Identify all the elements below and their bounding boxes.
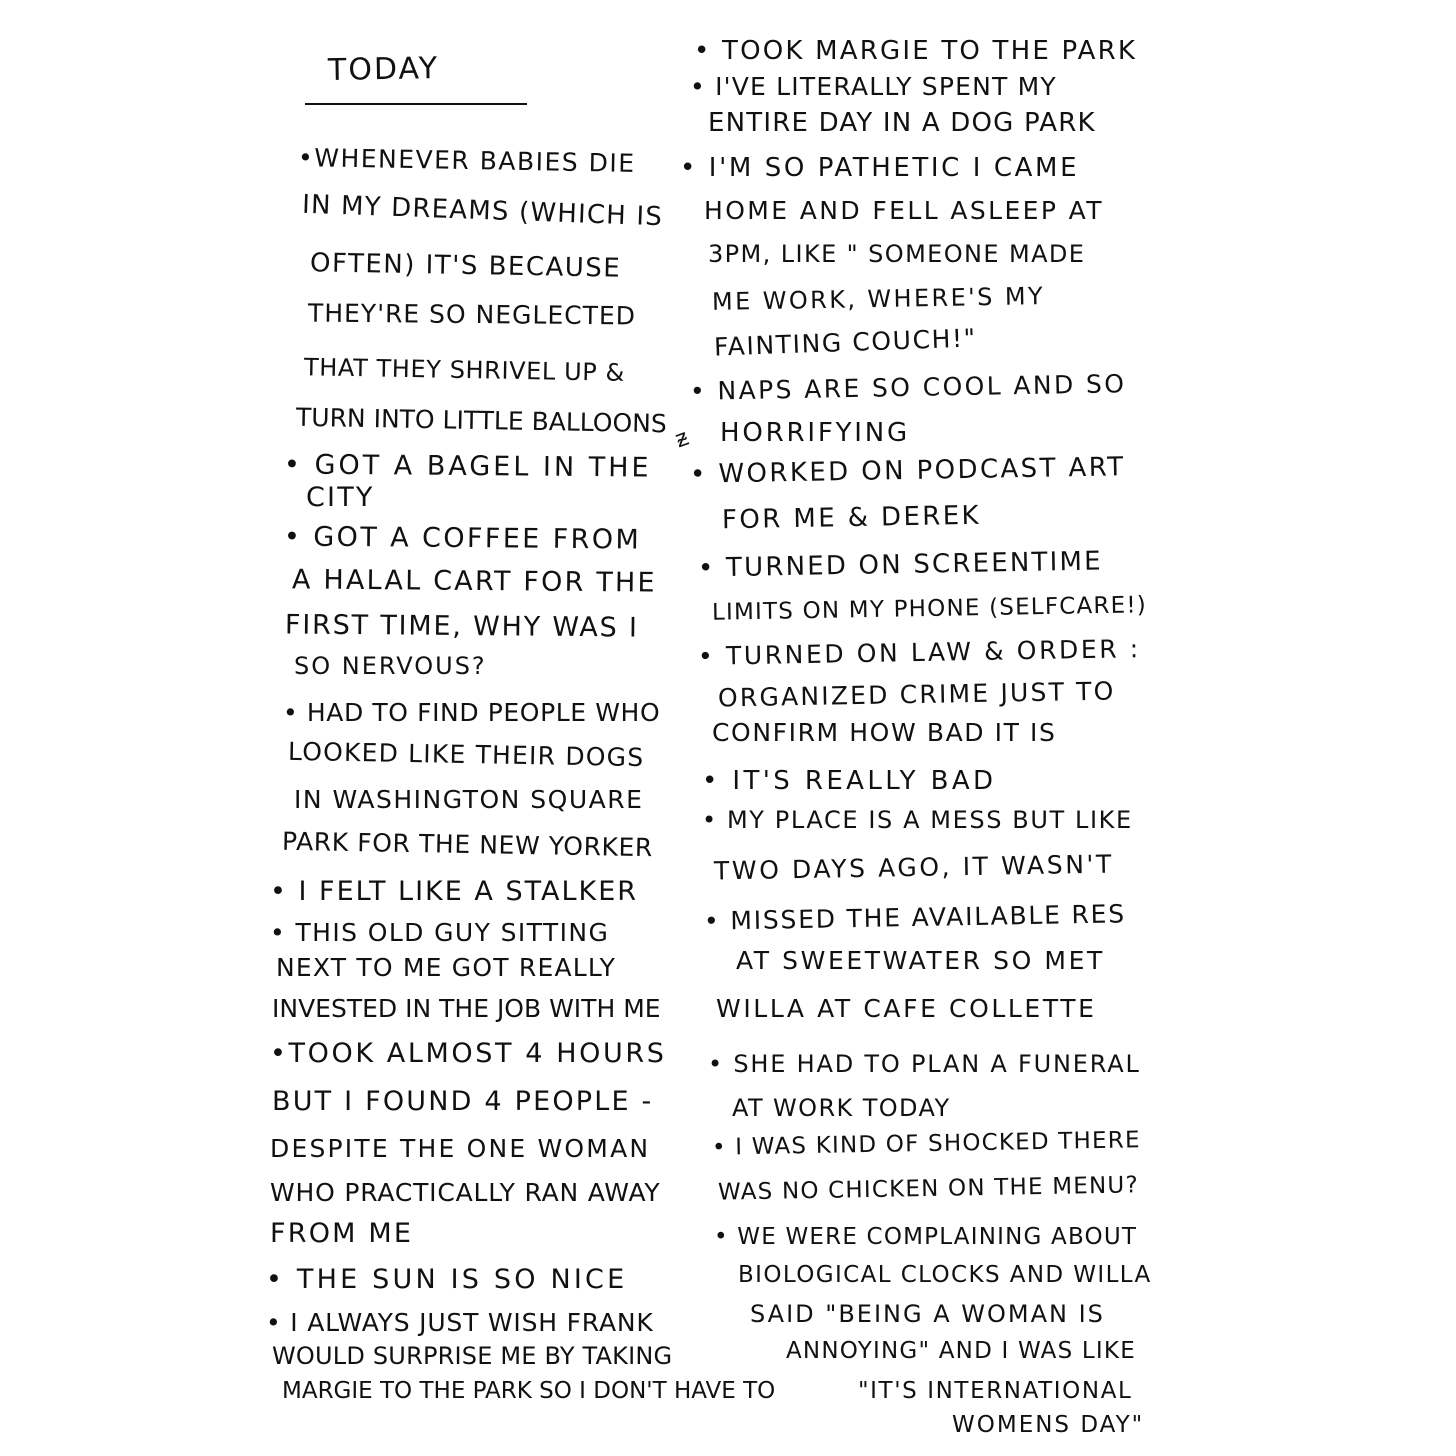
note-line: • I ALWAYS JUST WISH FRANK: [266, 1308, 654, 1337]
margin-scribble: ᵶ: [671, 422, 693, 454]
note-line: IN MY DREAMS (WHICH IS: [301, 189, 664, 233]
note-line: A HALAL CART FOR THE: [291, 564, 657, 599]
note-line: HOME AND FELL ASLEEP AT: [704, 196, 1104, 225]
note-line: FAINTING COUCH!": [713, 323, 978, 362]
note-line: • I FELT LIKE A STALKER: [270, 876, 639, 907]
title-underline: [305, 103, 527, 105]
note-line: LOOKED LIKE THEIR DOGS: [287, 736, 645, 773]
note-line: ANNOYING" AND I WAS LIKE: [786, 1338, 1136, 1364]
note-line: CITY: [306, 482, 375, 513]
note-line: HORRIFYING: [720, 418, 910, 448]
note-line: PARK FOR THE NEW YORKER: [281, 826, 654, 863]
note-line: AT SWEETWATER SO MET: [736, 946, 1105, 975]
note-line: • I'VE LITERALLY SPENT MY: [690, 72, 1057, 101]
note-line: "IT'S INTERNATIONAL: [858, 1378, 1133, 1404]
note-line: • WORKED ON PODCAST ART: [689, 452, 1126, 490]
note-line: TURN INTO LITTLE BALLOONS: [295, 402, 668, 439]
note-line: IN WASHINGTON SQUARE: [294, 785, 644, 814]
note-line: FROM ME: [270, 1218, 414, 1249]
note-line: • THIS OLD GUY SITTING: [270, 918, 610, 947]
note-line: 3PM, LIKE " SOMEONE MADE: [708, 240, 1086, 268]
note-line: • IT'S REALLY BAD: [702, 766, 997, 796]
note-line: • TOOK MARGIE TO THE PARK: [694, 36, 1138, 66]
note-line: • GOT A BAGEL IN THE: [283, 449, 652, 484]
note-line: • NAPS ARE SO COOL AND SO: [689, 369, 1127, 406]
note-line: LIMITS ON MY PHONE (SELFCARE!): [711, 592, 1148, 626]
note-line: • THE SUN IS SO NICE: [266, 1264, 628, 1295]
note-line: • SHE HAD TO PLAN A FUNERAL: [708, 1050, 1141, 1078]
note-line: SO NERVOUS?: [294, 652, 487, 680]
note-line: CONFIRM HOW BAD IT IS: [712, 718, 1057, 747]
note-line: • WE WERE COMPLAINING ABOUT: [714, 1224, 1138, 1250]
note-line: •WHENEVER BABIES DIE: [297, 143, 636, 178]
note-line: THEY'RE SO NEGLECTED: [307, 298, 637, 331]
note-line: • TURNED ON SCREENTIME: [697, 546, 1103, 584]
note-line: SAID "BEING A WOMAN IS: [750, 1300, 1105, 1328]
note-line: MARGIE TO THE PARK SO I DON'T HAVE TO: [282, 1378, 776, 1404]
note-line: ME WORK, WHERE'S MY: [711, 282, 1046, 316]
note-line: • TURNED ON LAW & ORDER :: [697, 634, 1142, 671]
note-line: WOMENS DAY": [952, 1412, 1145, 1438]
note-line: BIOLOGICAL CLOCKS AND WILLA: [738, 1262, 1152, 1288]
note-line: AT WORK TODAY: [732, 1094, 951, 1122]
note-line: WHO PRACTICALLY RAN AWAY: [270, 1178, 661, 1207]
note-line: • GOT A COFFEE FROM: [283, 521, 642, 556]
note-line: •TOOK ALMOST 4 HOURS: [270, 1038, 667, 1069]
page-title: TODAY: [327, 51, 440, 88]
note-line: WAS NO CHICKEN ON THE MENU?: [717, 1172, 1140, 1206]
note-line: ORGANIZED CRIME JUST TO: [717, 676, 1116, 713]
note-line: BUT I FOUND 4 PEOPLE -: [272, 1086, 654, 1117]
note-line: • HAD TO FIND PEOPLE WHO: [283, 698, 661, 727]
note-line: TWO DAYS AGO, IT WASN'T: [713, 849, 1115, 886]
note-line: ENTIRE DAY IN A DOG PARK: [708, 108, 1096, 138]
note-line: THAT THEY SHRIVEL UP &: [303, 353, 626, 387]
note-line: OFTEN) IT'S BECAUSE: [309, 248, 622, 284]
note-line: • I WAS KIND OF SHOCKED THERE: [711, 1127, 1141, 1161]
note-line: • MY PLACE IS A MESS BUT LIKE: [702, 806, 1133, 834]
note-line: WILLA AT CAFE COLLETTE: [716, 994, 1097, 1023]
note-line: INVESTED IN THE JOB WITH ME: [272, 994, 661, 1023]
note-line: FIRST TIME, WHY WAS I: [284, 609, 639, 644]
note-line: • I'M SO PATHETIC I CAME: [680, 153, 1080, 183]
note-line: FOR ME & DEREK: [721, 500, 982, 536]
note-line: NEXT TO ME GOT REALLY: [276, 953, 617, 982]
note-line: WOULD SURPRISE ME BY TAKING: [272, 1342, 673, 1370]
note-line: • MISSED THE AVAILABLE RES: [703, 899, 1127, 936]
note-line: DESPITE THE ONE WOMAN: [270, 1134, 651, 1163]
